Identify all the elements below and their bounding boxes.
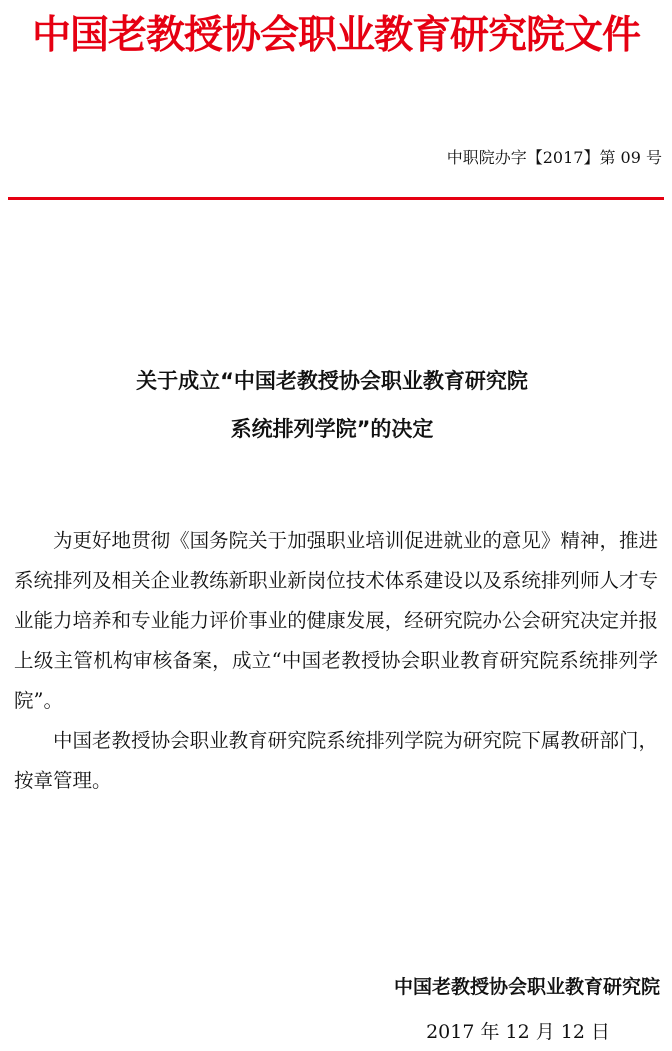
document-body <box>14 521 658 801</box>
body-paragraph-2: 中国老教授协会职业教育研究院系统排列学院为研究院下属教研部门，按章管理。 <box>14 729 658 792</box>
document-number: 中职院办字【2017】第 09 号 <box>446 148 662 167</box>
body-paragraph-1: 为更好地贯彻《国务院关于加强职业培训促进就业的意见》精神，推进系统排列及相关企业教练新职业新岗位技术体系建设以及系统排列师人才专业能力培养和专业能力评价事业的健康发展，经研究院办公会研究决定并报上级主管机构审核备案，成立“中国老教授协会职业教育研究院系统排列学院”。 <box>14 529 658 712</box>
issuer-signature: 中国老教授协会职业教育研究院 <box>393 976 660 998</box>
red-divider-line <box>8 197 664 200</box>
document-title-line-2: 系统排列学院”的决定 <box>230 417 434 441</box>
document-title-line-1: 关于成立“中国老教授协会职业教育研究院 <box>136 369 528 393</box>
issue-date: 2017 年 12 月 12 日 <box>426 1021 610 1043</box>
document-header-title: 中国老教授协会职业教育研究院文件 <box>31 13 640 58</box>
